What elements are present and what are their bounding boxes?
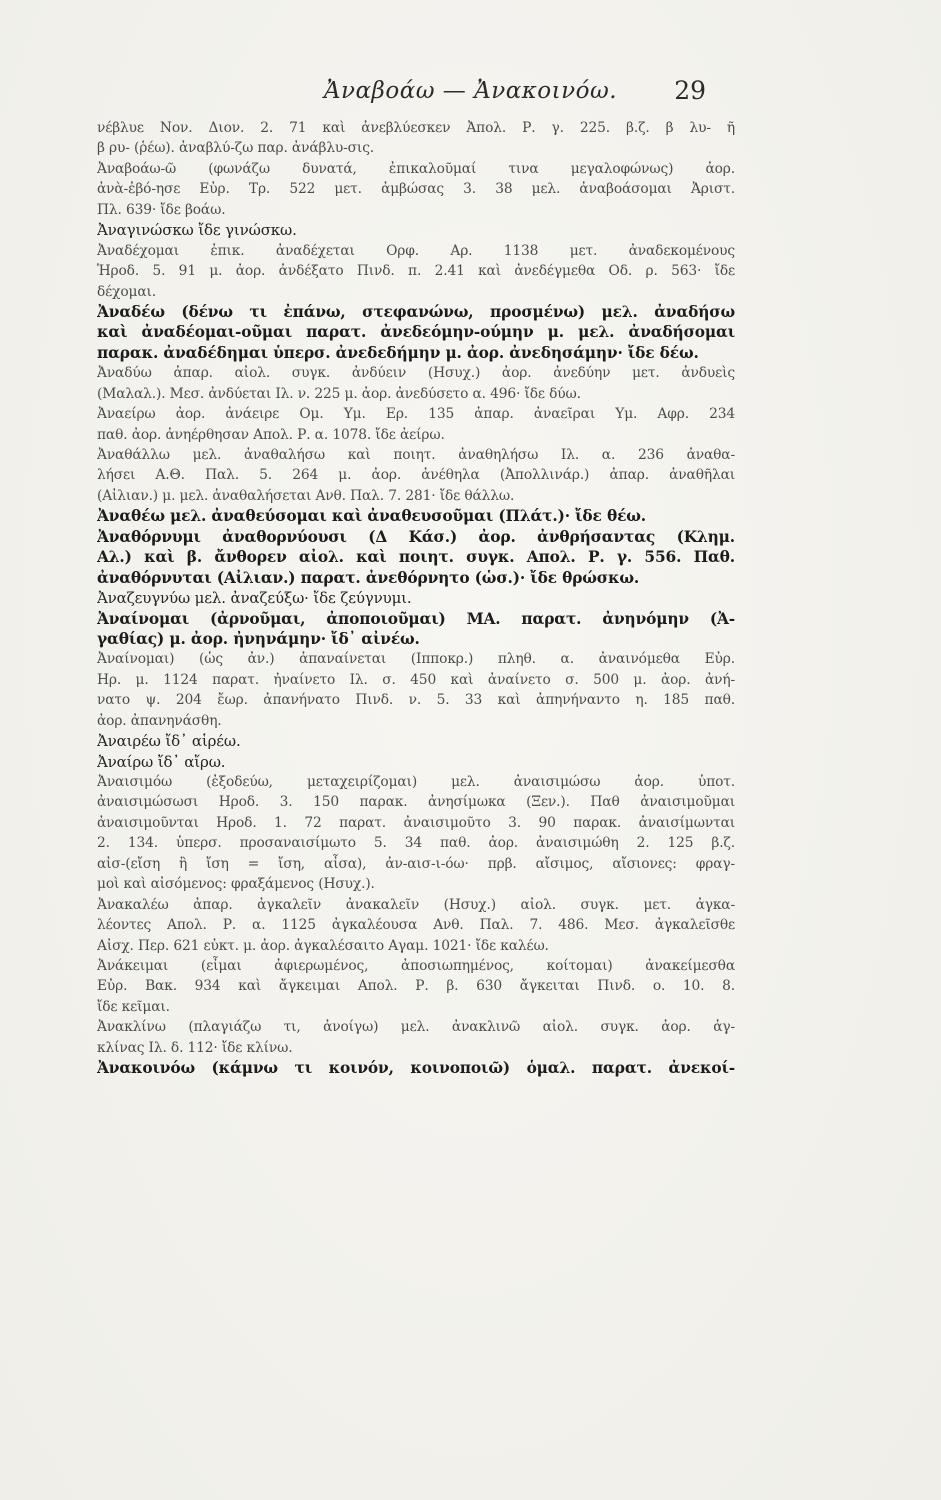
- text-line: (Αἰλιαν.) μ. μελ. ἀναθαλήσεται Ανθ. Παλ. 7. 281· ἴδε θάλλω.: [97, 487, 515, 504]
- text-line: Ἡροδ. 5. 91 μ. ἀορ. ἀνδέξατο Πινδ. π. 2.41 καὶ ἀνεδέγμεθα Οδ. ρ. 563· ἴδε: [97, 263, 735, 280]
- text-line: ἀναισιμώσωσι Ηροδ. 3. 150 παρακ. ἀνησίμωκα (Ξεν.). Παθ ἀναισιμοῦμαι: [97, 794, 735, 811]
- text-line: ἀνὰ-ἐβό-ησε Εὐρ. Τρ. 522 μετ. ἀμβώσας 3. 38 μελ. ἀναβοάσομαι Ἀριστ.: [97, 181, 735, 198]
- text-line: Ἀναδέχομαι ἐπικ. ἀναδέχεται Ορφ. Αρ. 1138 μετ. ἀναδεκομένους: [97, 242, 735, 259]
- text-line: Ἀναδύω ἀπαρ. αἰολ. συγκ. ἀνδύειν (Ησυχ.) ἀορ. ἀνεδύην μετ. ἀνδυεὶς: [97, 365, 735, 382]
- text-line: αἰσ-(εἴση ἢ ἴση = ἴση, αἶσα), ἀν-αισ-ι-όω· πρβ. αἴσιμος, αἴσιονες: φραγ-: [97, 855, 735, 872]
- text-line: λήσει Α.Θ. Παλ. 5. 264 μ. ἀορ. ἀνέθηλα (Ἀπολλινάρ.) ἀπαρ. ἀναθῆλαι: [97, 467, 735, 484]
- text-line: Ἀναείρω ἀορ. ἀνάειρε Ομ. Υμ. Ερ. 135 ἀπαρ. ἀναεῖραι Υμ. Αφρ. 234: [97, 406, 735, 423]
- text-line: 2. 134. ὑπερσ. προσαναισίμωτο 5. 34 παθ. ἀορ. ἀναισιμώθη 2. 125 β.ζ.: [97, 835, 735, 852]
- text-line: Ἀνάκειμαι (εἶμαι ἀφιερωμένος, ἀποσιωπημένος, κοίτομαι) ἀνακείμεσθα: [97, 957, 735, 974]
- text-line: Ἀναθέω μελ. ἀναθεύσομαι καὶ ἀναθευσοῦμαι (Πλάτ.)· ἴδε θέω.: [97, 507, 647, 526]
- text-line: Ἀνακλίνω (πλαγιάζω τι, ἀνοίγω) μελ. ἀνακλινῶ αἰολ. συγκ. ἀορ. ἀγ-: [97, 1019, 735, 1036]
- text-line: Ἀνακαλέω ἀπαρ. ἀγκαλεῖν ἀνακαλεῖν (Ησυχ.) αἰολ. συγκ. μετ. ἀγκα-: [97, 896, 735, 913]
- text-line: β ρυ- (ῥέω). ἀναβλύ-ζω παρ. ἀνάβλυ-σις.: [97, 140, 375, 157]
- text-line: Αλ.) καὶ β. ἄνθορεν αἰολ. καὶ ποιητ. συγκ. Απολ. Ρ. γ. 556. Παθ.: [97, 548, 735, 567]
- text-line: ἀναθόρνυται (Αἰλιαν.) παρατ. ἀνεθόρνητο (ὡσ.)· ἴδε θρώσκω.: [97, 568, 640, 587]
- dictionary-text: [97, 118, 735, 1079]
- text-line: ἀορ. ἀπανηνάσθη.: [97, 712, 222, 729]
- text-line: Ἀναισιμόω (ἐξοδεύω, μεταχειρίζομαι) μελ. ἀναισιμώσω ἀορ. ὑποτ.: [97, 774, 735, 790]
- text-line: Πλ. 639· ἴδε βοάω.: [97, 201, 226, 218]
- text-line: Ἀναγινώσκω ἴδε γινώσκω.: [97, 221, 297, 240]
- text-line: νατο ψ. 204 ἔωρ. ἀπανήνατο Πινδ. ν. 5. 33 καὶ ἀπηνήναντο η. 185 παθ.: [97, 692, 735, 709]
- text-line: Ἀνακοινόω (κάμνω τι κοινόν, κοινοποιῶ) ὁμαλ. παρατ. ἀνεκοί-: [97, 1059, 735, 1078]
- text-line: Ἀναζευγνύω μελ. ἀναζεύξω· ἴδε ζεύγνυμι.: [97, 589, 412, 608]
- text-line: νέβλυε Νον. Διον. 2. 71 καὶ ἀνεβλύεσκεν Ἀπολ. Ρ. γ. 225. β.ζ. β λυ- ῆ: [97, 120, 735, 136]
- text-line: Εὐρ. Βακ. 934 καὶ ἄγκειμαι Απολ. Ρ. β. 630 ἄγκειται Πινδ. ο. 10. 8.: [97, 978, 735, 995]
- text-line: Ἀναιρέω ἴδ᾽ αἱρέω.: [97, 732, 241, 751]
- text-line: ἀναισιμοῦνται Ηροδ. 1. 72 παρατ. ἀναισιμοῦτο 3. 90 παρακ. ἀναισίμωνται: [97, 814, 735, 831]
- text-line: Ἀναίνομαι (ἀρνοῦμαι, ἀποποιοῦμαι) ΜΑ. παρατ. ἀνηνόμην (Ἀ-: [97, 609, 735, 628]
- text-line: (Μαλαλ.). Μεσ. ἀνδύεται Ιλ. ν. 225 μ. ἀορ. ἀνεδύσετο α. 496· ἴδε δύω.: [97, 385, 581, 402]
- text-line: καὶ ἀναδέομαι-οῦμαι παρατ. ἀνεδεόμην-ούμην μ. μελ. ἀναδήσομαι: [97, 323, 735, 342]
- text-line: Ἀναίρω ἴδ᾽ αἴρω.: [97, 752, 226, 771]
- text-line: Ηρ. μ. 1124 παρατ. ἠναίνετο Ιλ. σ. 450 καὶ ἀναίνετο σ. 500 μ. ἀορ. ἀνή-: [97, 671, 735, 688]
- text-line: κλίνας Ιλ. δ. 112· ἴδε κλίνω.: [97, 1039, 293, 1056]
- text-line: παρακ. ἀναδέδημαι ὑπερσ. ἀνεδεδήμην μ. ἀορ. ἀνεδησάμην· ἴδε δέω.: [97, 343, 699, 362]
- text-line: δέχομαι.: [97, 283, 156, 300]
- text-line: Ἀναθάλλω μελ. ἀναθαλήσω καὶ ποιητ. ἀναθηλήσω Ιλ. α. 236 ἀναθα-: [97, 447, 735, 463]
- page-header: [0, 78, 941, 118]
- text-line: παθ. ἀορ. ἀνηέρθησαν Απολ. Ρ. α. 1078. ἴδε ἀείρω.: [97, 426, 445, 443]
- text-line: Αἰσχ. Περ. 621 εὐκτ. μ. ἀορ. ἀγκαλέσαιτο Αγαμ. 1021· ἴδε καλέω.: [97, 937, 549, 954]
- text-line: Ἀναθόρνυμι ἀναθορνύουσι (Δ Κάσ.) ἀορ. ἀνθρήσαντας (Κλημ.: [97, 527, 735, 546]
- page-number: 29: [674, 76, 706, 105]
- text-line: ἴδε κεῖμαι.: [97, 998, 170, 1015]
- text-line: γαθίας) μ. ἀορ. ἠνηνάμην· ἴδ᾽ αἰνέω.: [97, 629, 420, 648]
- text-line: Ἀναίνομαι) (ὡς ἀν.) ἀπαναίνεται (Ιπποκρ.) πληθ. α. ἀναινόμεθα Εὐρ.: [97, 651, 735, 668]
- text-line: Ἀναδέω (δένω τι ἐπάνω, στεφανώνω, προσμένω) μελ. ἀναδήσω: [97, 302, 735, 321]
- text-line: Ἀναβοάω-ῶ (φωνάζω δυνατά, ἐπικαλοῦμαί τινα μεγαλοφώνως) ἀορ.: [97, 160, 735, 177]
- running-head: Ἀναβοάω — Ἀνακοινόω.: [323, 78, 618, 104]
- text-line: μοὶ καὶ αἰσόμενος: φραξάμενος (Ησυχ.).: [97, 876, 375, 893]
- text-line: λέοντες Απολ. Ρ. α. 1125 ἀγκαλέουσα Ανθ. Παλ. 7. 486. Μεσ. ἀγκαλεῖσθε: [97, 917, 735, 934]
